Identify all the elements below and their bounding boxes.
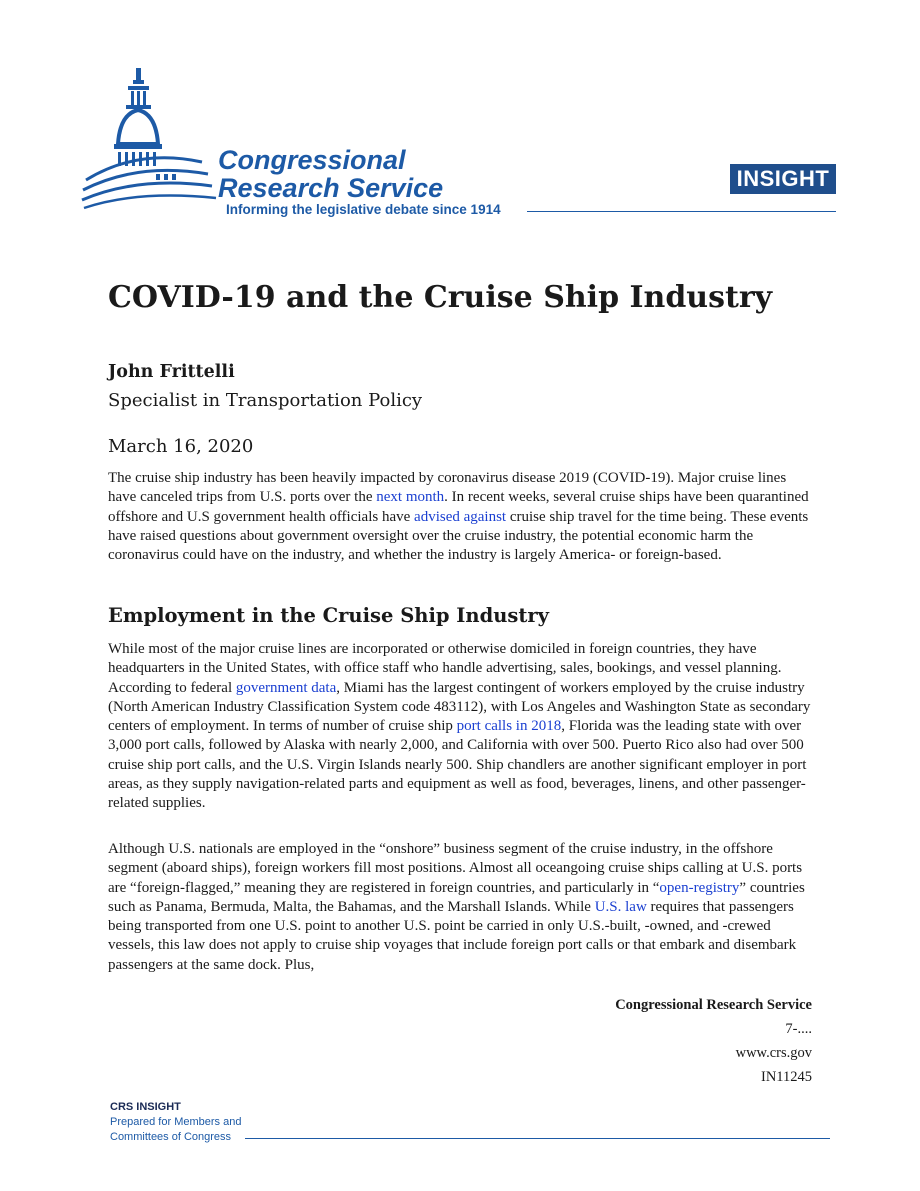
section-heading: Employment in the Cruise Ship Industry (108, 604, 549, 627)
advised-against-link[interactable]: advised against (414, 508, 507, 525)
footer-org: Congressional Research Service (615, 997, 812, 1013)
next-month-link[interactable]: next month (376, 489, 445, 506)
crs-org-name (218, 146, 443, 202)
prepared-line-1: Prepared for Members and (110, 1116, 242, 1128)
footer-id: IN11245 (760, 1069, 812, 1085)
org-line-1: Congressional (218, 145, 406, 175)
tagline: Informing the legislative debate since 1914 (226, 202, 501, 217)
open-registry-link[interactable]: open-registry (659, 879, 740, 896)
footer-website: www.crs.gov (735, 1045, 812, 1061)
crs-insight-label: CRS INSIGHT (110, 1101, 181, 1113)
crs-footer-block (615, 993, 812, 1089)
document-date: March 16, 2020 (108, 436, 254, 457)
intro-paragraph: The cruise ship industry has been heavily impacted by coronavirus disease 2019 (COVID-19). Major cruise lines have canceled trips from U.S. ports over the next month. In recent weeks, several cruise ships have been quarantined offshore and U.S government health officials have advised against cruise ship travel for the time being. These events have raised questions about government oversight over the cruise industry, the potential economic harm the coronavirus could have on the industry, and whether the industry is largely America- or foreign-based. (108, 470, 809, 564)
insight-badge: INSIGHT (730, 164, 836, 194)
document-title: COVID-19 and the Cruise Ship Industry (108, 280, 773, 315)
tagline-divider (527, 211, 836, 212)
government-data-link[interactable]: government data (235, 679, 337, 696)
prepared-line-2: Committees of Congress (110, 1131, 232, 1143)
bottom-insight-label (110, 1100, 241, 1145)
crs-capitol-logo (78, 62, 218, 222)
bottom-divider (245, 1138, 830, 1139)
employment-paragraph-1: While most of the major cruise lines are incorporated or otherwise domiciled in foreign countries, they have headquarters in the United States, with office staff who handle advertising, sales, bookings, and vessel planning. According to federal government data, Miami has the largest contingent of workers employed by the cruise industry (North American Industry Classification System code 483112), with Los Angeles and Washington State as secondary centers of employment. In terms of number of cruise ship port calls in 2018, Florida was the leading state with over 3,000 port calls, followed by Alaska with nearly 2,000, and California with over 500. Puerto Rico also had over 500 cruise ship port calls, and the U.S. Virgin Islands nearly 500. Ship chandlers are another significant employer in port areas, as they supply navigation-related parts and equipment as well as food, beverages, linens, and other passenger-related supplies. (108, 641, 811, 812)
author-title: Specialist in Transportation Policy (108, 390, 423, 411)
employment-paragraph-2: Although U.S. nationals are employed in the “onshore” business segment of the cruise industry, in the offshore segment (aboard ships), foreign workers fill most positions. Almost all oceangoing cruise ships calling at U.S. ports are “foreign-flagged,” meaning they are registered in foreign countries, and particularly in “open-registry” countries such as Panama, Bermuda, Malta, the Bahamas, and the Marshall Islands. While U.S. law requires that passengers being transported from one U.S. point to another U.S. point be carried in only U.S.-built, -owned, and -crewed vessels, this law does not apply to cruise ship voyages that include foreign port calls or that embark and disembark passengers at the same dock. Plus, (108, 841, 805, 973)
port-calls-link[interactable]: port calls in 2018 (456, 718, 562, 735)
footer-code: 7-.... (785, 1021, 812, 1037)
author-name: John Frittelli (108, 362, 235, 382)
us-law-link[interactable]: U.S. law (594, 898, 647, 915)
org-line-2: Research Service (218, 173, 444, 203)
